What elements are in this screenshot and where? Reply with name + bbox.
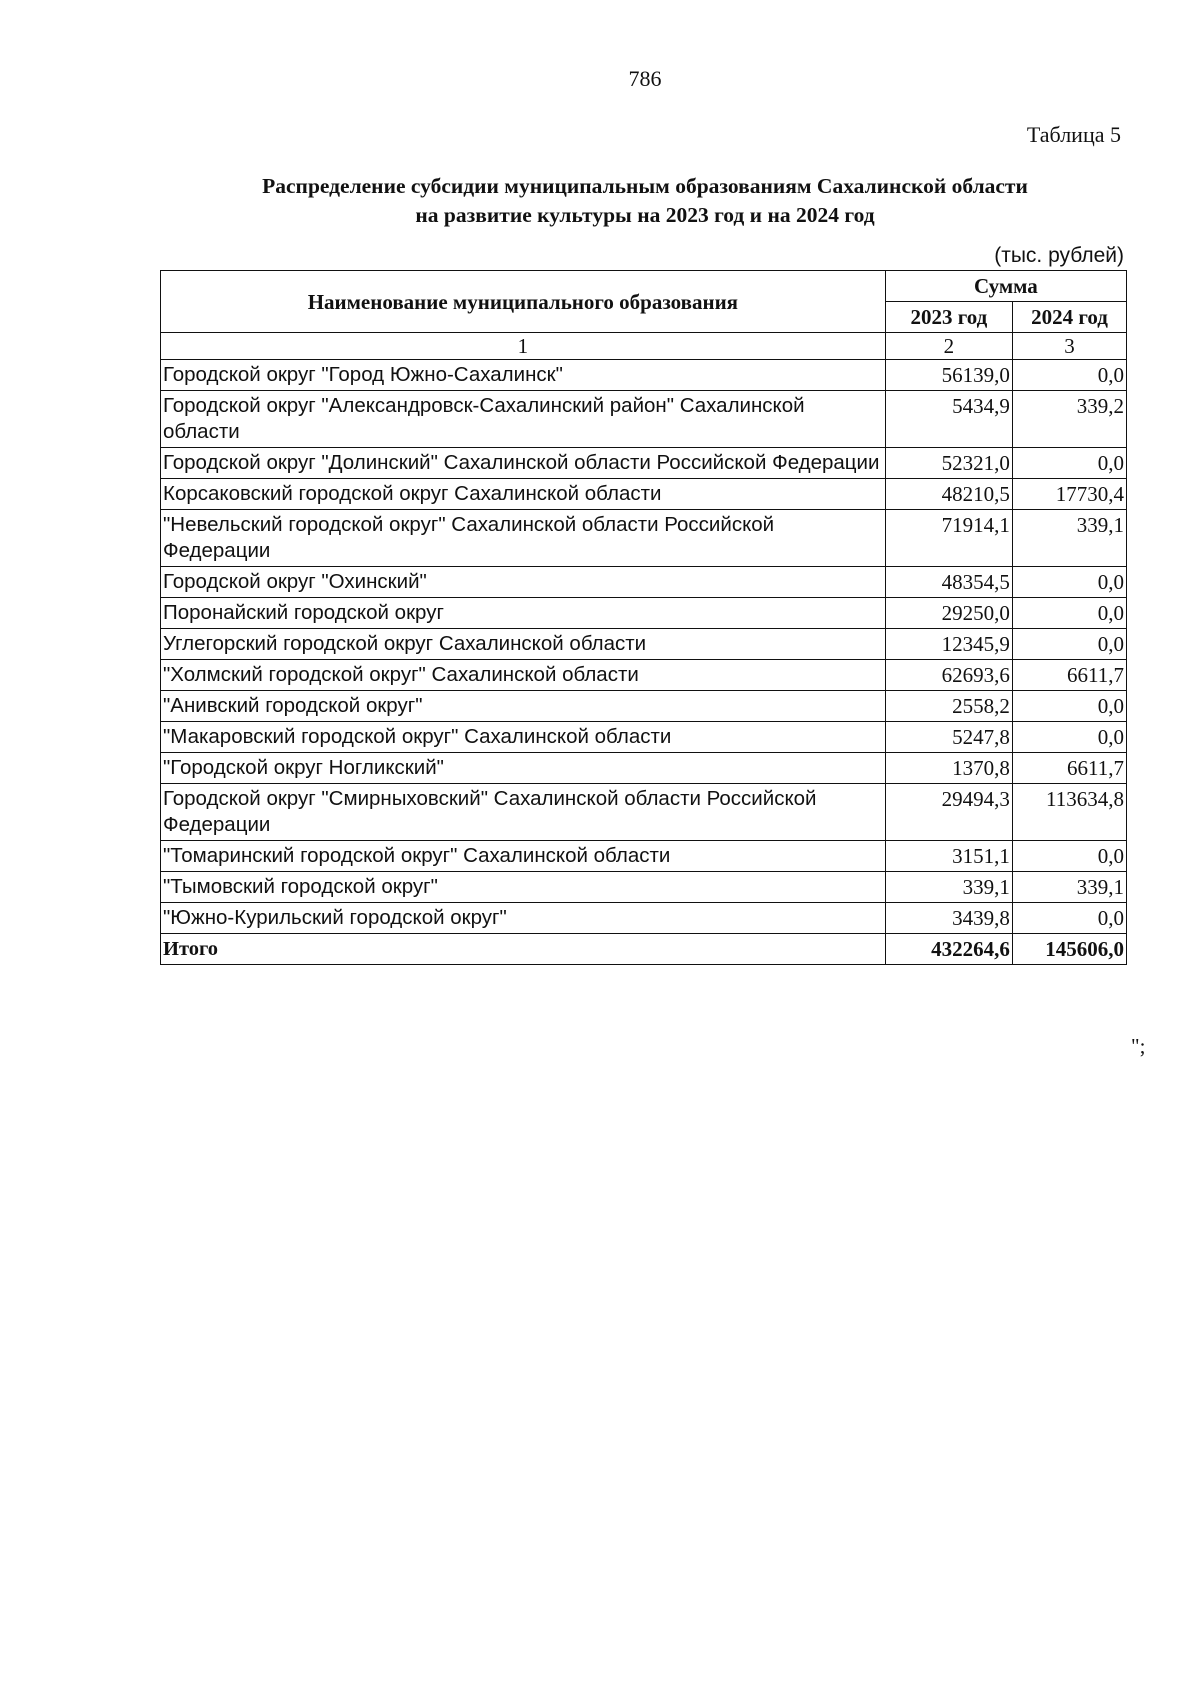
header-sum: Сумма [885, 271, 1126, 302]
amount-2024: 0,0 [1012, 691, 1126, 722]
amount-2023: 48210,5 [885, 479, 1012, 510]
table-label: Таблица 5 [1026, 122, 1121, 147]
amount-2023: 48354,5 [885, 567, 1012, 598]
column-number-row [161, 333, 1127, 360]
amount-2024: 0,0 [1012, 567, 1126, 598]
amount-2024: 6611,7 [1012, 660, 1126, 691]
municipality-name: "Холмский городской округ" Сахалинской области [161, 660, 886, 691]
municipality-name: Городской округ "Долинский" Сахалинской области Российской Федерации [161, 448, 886, 479]
total-row [161, 934, 1127, 965]
amount-2023: 56139,0 [885, 360, 1012, 391]
table-row [161, 784, 1127, 841]
amount-2024: 17730,4 [1012, 479, 1126, 510]
table-row [161, 753, 1127, 784]
amount-2024: 0,0 [1012, 903, 1126, 934]
table-row [161, 567, 1127, 598]
amount-2023: 339,1 [885, 872, 1012, 903]
amount-2023: 52321,0 [885, 448, 1012, 479]
amount-2023: 12345,9 [885, 629, 1012, 660]
table-body [161, 360, 1127, 934]
amount-2023: 29250,0 [885, 598, 1012, 629]
municipality-name: Углегорский городской округ Сахалинской области [161, 629, 886, 660]
page-number: 786 [628, 66, 662, 91]
amount-2024: 0,0 [1012, 598, 1126, 629]
amount-2024: 0,0 [1012, 629, 1126, 660]
table-row [161, 479, 1127, 510]
amount-2023: 1370,8 [885, 753, 1012, 784]
total-2024: 145606,0 [1012, 934, 1126, 965]
column-number: 2 [885, 333, 1012, 360]
municipality-name: "Тымовский городской округ" [161, 872, 886, 903]
municipality-name: "Анивский городской округ" [161, 691, 886, 722]
amount-2024: 0,0 [1012, 360, 1126, 391]
table-row [161, 841, 1127, 872]
total-label: Итого [161, 934, 886, 965]
amount-2023: 5434,9 [885, 391, 1012, 448]
table-row [161, 448, 1127, 479]
amount-2024: 0,0 [1012, 841, 1126, 872]
amount-2023: 5247,8 [885, 722, 1012, 753]
column-number: 1 [161, 333, 886, 360]
table-row [161, 510, 1127, 567]
table-row [161, 629, 1127, 660]
amount-2024: 339,1 [1012, 872, 1126, 903]
municipality-name: Поронайский городской округ [161, 598, 886, 629]
table-row [161, 660, 1127, 691]
amount-2023: 3151,1 [885, 841, 1012, 872]
amount-2024: 6611,7 [1012, 753, 1126, 784]
municipality-name: "Городской округ Ногликский" [161, 753, 886, 784]
units-label: (тыс. рублей) [994, 244, 1124, 267]
column-number: 3 [1012, 333, 1126, 360]
amount-2023: 71914,1 [885, 510, 1012, 567]
municipality-name: "Южно-Курильский городской округ" [161, 903, 886, 934]
amount-2024: 0,0 [1012, 448, 1126, 479]
header-year-2023: 2023 год [885, 302, 1012, 333]
table-row [161, 903, 1127, 934]
amount-2024: 113634,8 [1012, 784, 1126, 841]
municipality-name: Городской округ "Охинский" [161, 567, 886, 598]
municipality-name: Городской округ "Александровск-Сахалинский район" Сахалинской области [161, 391, 886, 448]
table-row [161, 598, 1127, 629]
amount-2023: 3439,8 [885, 903, 1012, 934]
header-year-2024: 2024 год [1012, 302, 1126, 333]
table-row [161, 872, 1127, 903]
municipality-name: Городской округ "Город Южно-Сахалинск" [161, 360, 886, 391]
amount-2023: 62693,6 [885, 660, 1012, 691]
table-header [161, 271, 1127, 360]
table-row [161, 391, 1127, 448]
document-title [150, 172, 1140, 230]
table-row [161, 722, 1127, 753]
total-2023: 432264,6 [885, 934, 1012, 965]
title-line-1: Распределение субсидии муниципальным образованиям Сахалинской области [262, 174, 1028, 198]
table-row [161, 360, 1127, 391]
title-line-2: на развитие культуры на 2023 год и на 2024 год [415, 203, 875, 227]
closing-quote-mark: "; [1131, 1034, 1146, 1058]
amount-2023: 2558,2 [885, 691, 1012, 722]
amount-2024: 339,2 [1012, 391, 1126, 448]
amount-2024: 339,1 [1012, 510, 1126, 567]
municipality-name: "Макаровский городской округ" Сахалинской области [161, 722, 886, 753]
header-name: Наименование муниципального образования [161, 271, 886, 333]
amount-2023: 29494,3 [885, 784, 1012, 841]
municipality-name: "Невельский городской округ" Сахалинской области Российской Федерации [161, 510, 886, 567]
municipality-name: "Томаринский городской округ" Сахалинской области [161, 841, 886, 872]
table-row [161, 691, 1127, 722]
municipality-name: Городской округ "Смирныховский" Сахалинской области Российской Федерации [161, 784, 886, 841]
amount-2024: 0,0 [1012, 722, 1126, 753]
subsidy-table [160, 270, 1127, 965]
municipality-name: Корсаковский городской округ Сахалинской области [161, 479, 886, 510]
